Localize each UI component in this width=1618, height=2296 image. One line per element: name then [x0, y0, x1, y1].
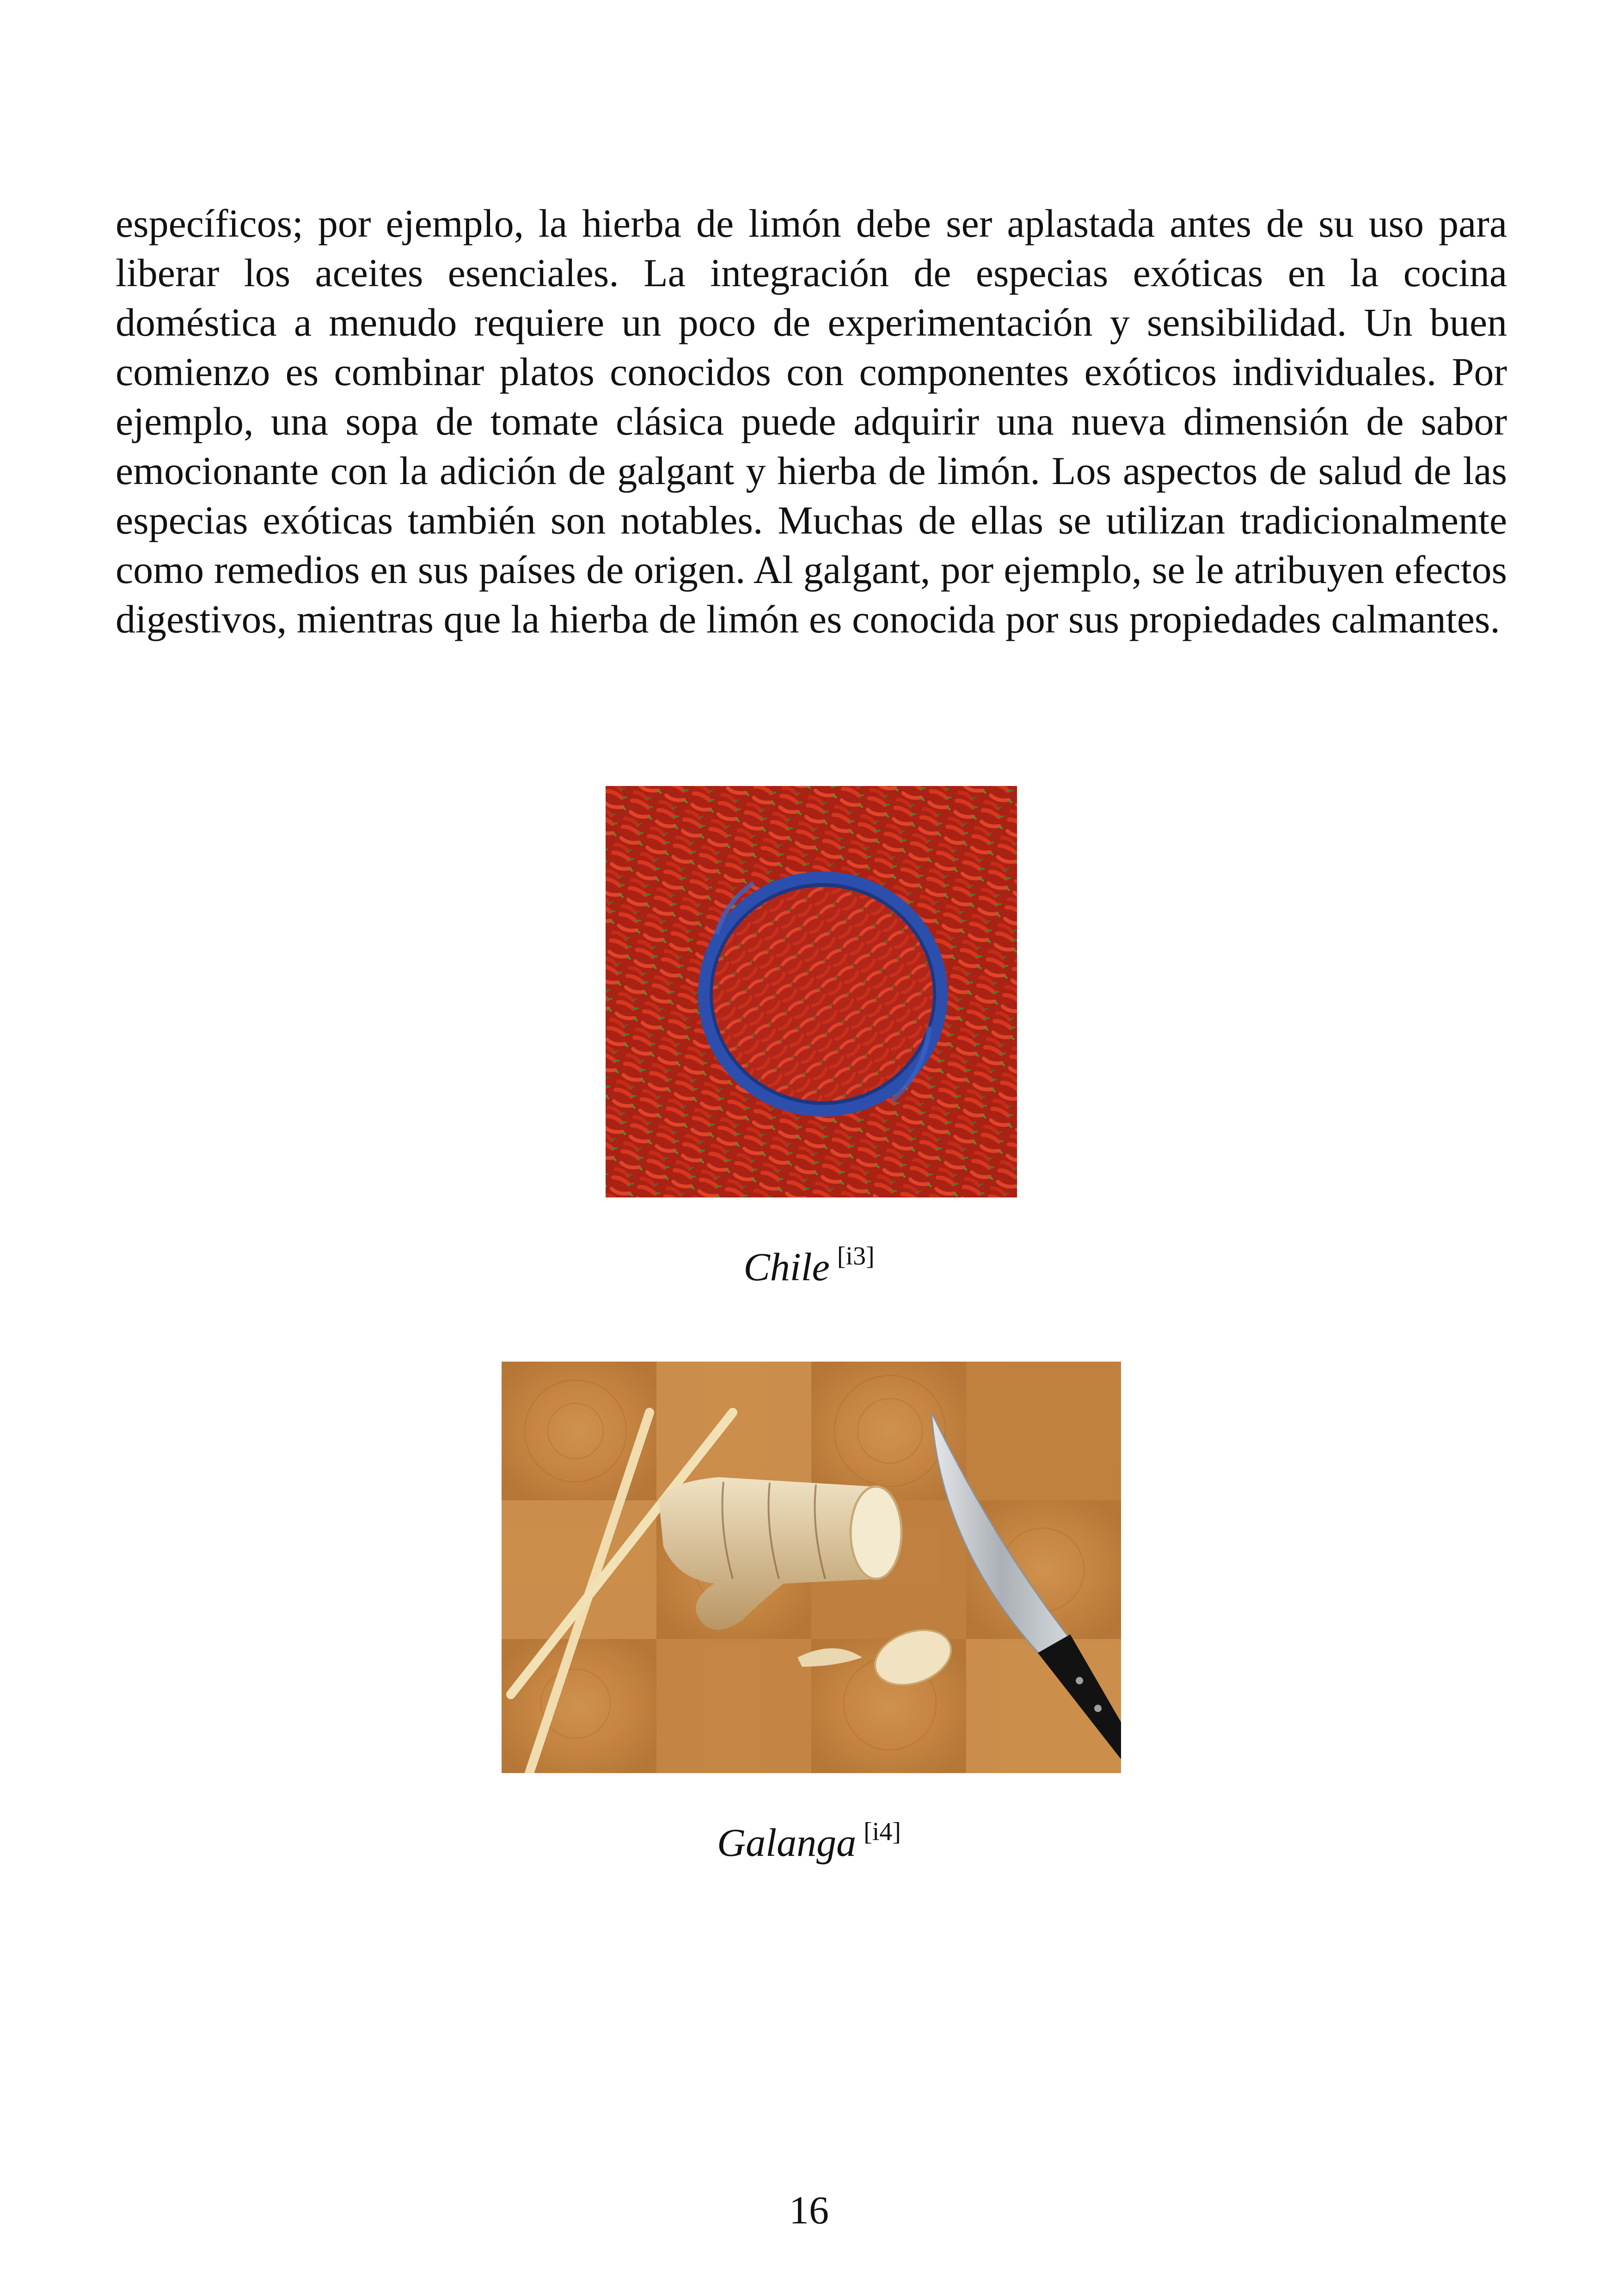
chili-illustration — [606, 786, 1017, 1197]
chili-photo — [606, 786, 1017, 1197]
galanga-caption-ref: [i4] — [864, 1817, 901, 1846]
galanga-illustration — [502, 1362, 1121, 1773]
chili-caption-text: Chile — [743, 1245, 830, 1289]
galanga-caption-text: Galanga — [717, 1820, 857, 1865]
chili-caption-ref: [i3] — [837, 1242, 875, 1271]
chili-caption — [0, 1244, 1618, 1295]
galanga-caption — [0, 1819, 1618, 1871]
page-number: 16 — [789, 2188, 829, 2232]
galanga-photo — [502, 1362, 1121, 1773]
body-paragraph: específicos; por ejemplo, la hierba de limón debe ser aplastada antes de su uso para liberar los aceites esenciales. La integración de especias exóticas en la cocina doméstica a menudo requiere un poco de experimentación y sensibilidad. Un buen comienzo es combinar platos conocidos con componentes exóticos individuales. Por ejemplo, una sopa de tomate clásica puede adquirir una nueva dimensión de sabor emocionante con la adición de galgant y hierba de limón. Los aspectos de salud de las especias exóticas también son notables. Muchas de ellas se utilizan tradicionalmente como remedios en sus países de origen. Al galgant, por ejemplo, se le atribuyen efectos digestivos, mientras que la hierba de limón es conocida por sus propiedades calmantes. — [116, 201, 1507, 641]
